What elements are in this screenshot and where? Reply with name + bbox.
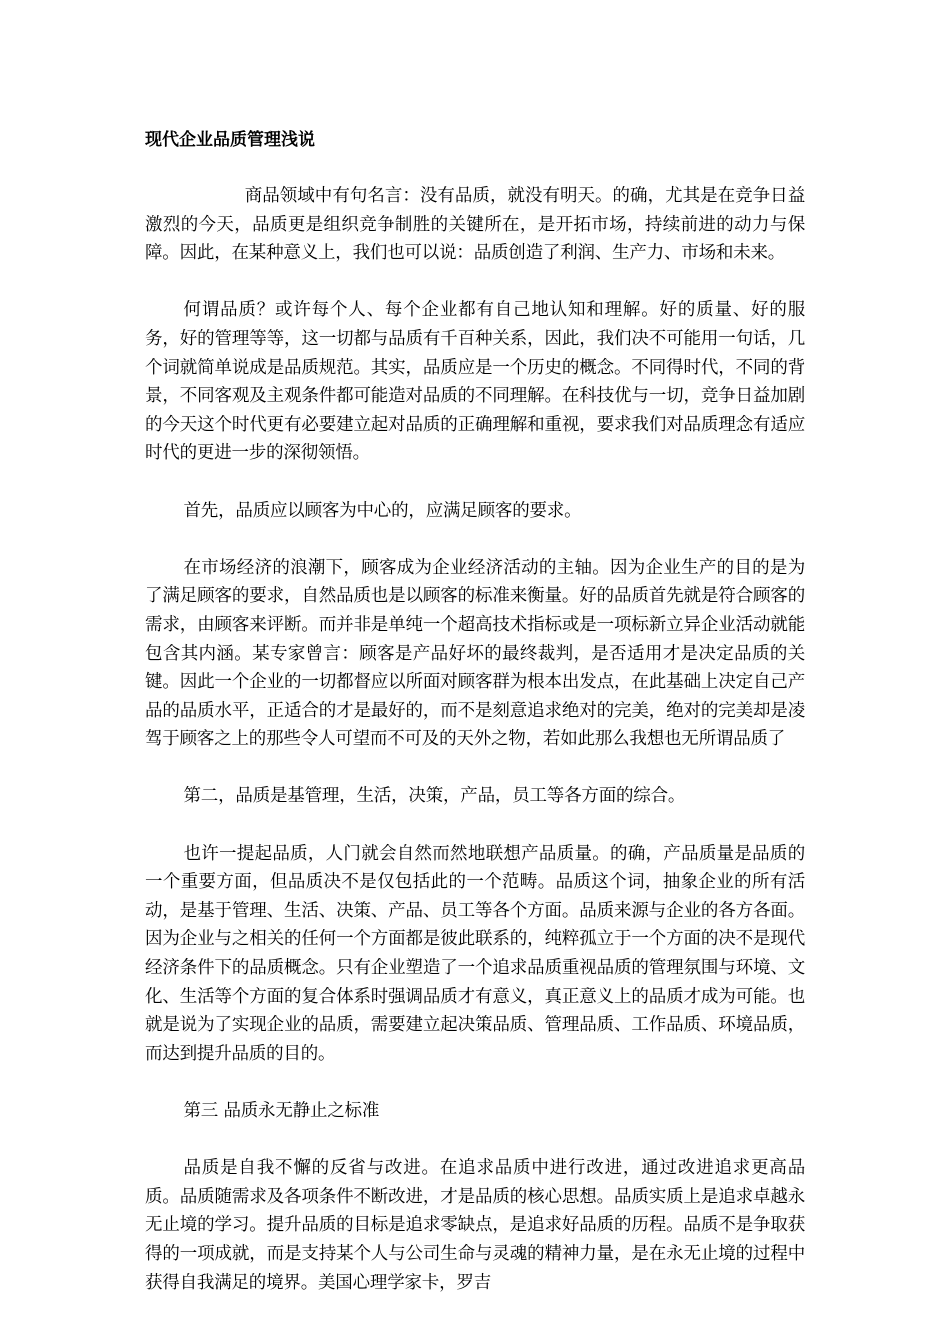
paragraph-continuous-improvement: 品质是自我不懈的反省与改进。在追求品质中进行改进，通过改进追求更高品质。品质随需求及各项条件不断改进，才是品质的核心思想。品质实质上是追求卓越永无止境的学习。提升品质的目标是追求零缺点，是追求好品质的历程。品质不是争取获得的一项成就，而是支持某个人与公司生命与灵魂的精神力量，是在永无止境的过程中获得自我满足的境界。美国心理学家卡，罗吉: [145, 1158, 805, 1293]
paragraph-customer-focus: 在市场经济的浪潮下，顾客成为企业经济活动的主轴。因为企业生产的目的是为了满足顾客的要求，自然品质也是以顾客的标准来衡量。好的品质首先就是符合顾客的需求，由顾客来评断。而并非是单纯一个超高技术指标或是一项标新立异企业活动就能包含其内涵。某专家曾言：顾客是产品好坏的最终裁判，是否适用才是决定品质的关键。因此一个企业的一切都督应以所面对顾客群为根本出发点，在此基础上决定自己产品的品质水平，正适合的才是最好的，而不是刻意追求绝对的完美，绝对的完美却是凌驾于顾客之上的那些令人可望而不可及的天外之物，若如此那么我想也无所谓品质了: [145, 557, 805, 750]
paragraph-comprehensive-quality: 也许一提起品质，人门就会自然而然地联想产品质量。的确，产品质量是品质的一个重要方面，但品质决不是仅包括此的一个范畴。品质这个词，抽象企业的所有活动，是基于管理、生活、决策、产品、员工等各个方面。品质来源与企业的各方各面。因为企业与之相关的任何一个方面都是彼此联系的，纯粹孤立于一个方面的决不是现代经济条件下的品质概念。只有企业塑造了一个追求品质重视品质的管理氛围与环境、文化、生活等个方面的复合体系时强调品质才有意义，真正意义上的品质才成为可能。也就是说为了实现企业的品质，需要建立起决策品质、管理品质、工作品质、环境品质，而达到提升品质的目的。: [145, 843, 805, 1064]
paragraph-point-two-heading: 第二，品质是基管理，生活，决策，产品，员工等各方面的综合。: [183, 786, 686, 807]
document-title: 现代企业品质管理浅说: [145, 130, 315, 150]
paragraph-intro: 商品领域中有句名言：没有品质，就没有明天。的确，尤其是在竞争日益激烈的今天，品质更是组织竞争制胜的关键所在，是开拓市场，持续前进的动力与保障。因此，在某种意义上，我们也可以说：品质创造了利润、生产力、市场和未来。: [145, 186, 805, 264]
document-page: [145, 126, 805, 1326]
paragraph-point-one-heading: 首先，品质应以顾客为中心的，应满足顾客的要求。: [183, 500, 582, 521]
paragraph-point-three-heading: 第三 品质永无静止之标准: [183, 1101, 380, 1121]
paragraph-what-is-quality: 何谓品质？或许每个人、每个企业都有自己地认知和理解。好的质量、好的服务，好的管理等等，这一切都与品质有千百种关系，因此，我们决不可能用一句话，几个词就简单说成是品质规范。其实，品质应是一个历史的概念。不同得时代，不同的背景，不同客观及主观条件都可能造对品质的不同理解。在科技优与一切，竞争日益加剧的今天这个时代更有必要建立起对品质的正确理解和重视，要求我们对品质理念有适应时代的更进一步的深彻领悟。: [145, 300, 805, 464]
